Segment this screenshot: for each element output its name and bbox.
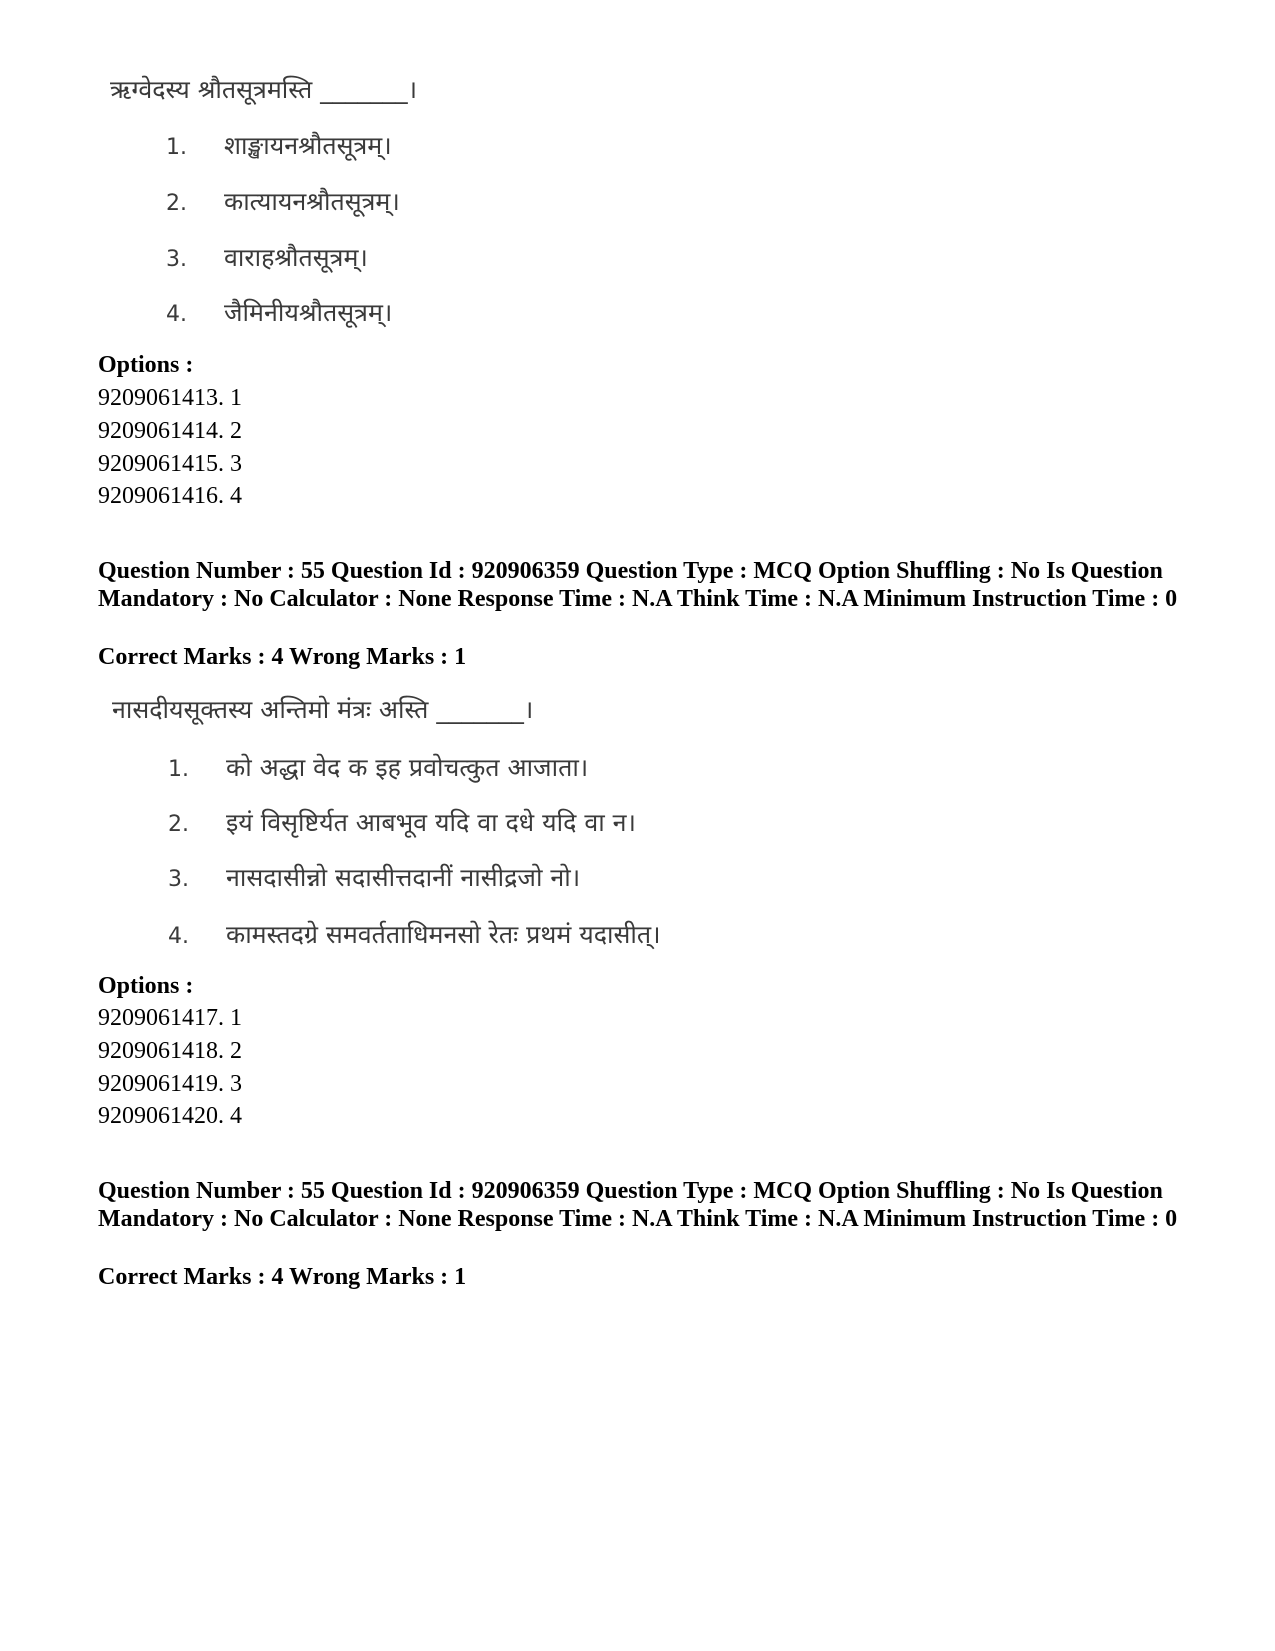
question-1-choice-3 — [166, 240, 368, 274]
choice-text: कात्यायनश्रौतसूत्रम्। — [224, 187, 400, 216]
question-1-option-1: 9209061413. 1 — [98, 385, 242, 411]
choice-number: 3. — [168, 867, 189, 892]
choice-text: शाङ्खायनश्रौतसूत्रम्। — [224, 131, 392, 160]
question-1-stem: ऋग्वेदस्य श्रौतसूत्रमस्ति _______। — [110, 75, 418, 104]
question-2-options-heading: Options : — [98, 973, 194, 999]
question-1-option-2: 9209061414. 2 — [98, 418, 242, 444]
question-1-choice-2 — [166, 184, 400, 218]
question-2-choice-4 — [168, 917, 661, 951]
choice-text: नासदासीन्नो सदासीत्तदानीं नासीद्रजो नो। — [226, 863, 581, 892]
choice-text: कामस्तदग्रे समवर्तताधिमनसो रेतः प्रथमं यदासीत्। — [226, 920, 661, 949]
question-2-option-2: 9209061418. 2 — [98, 1038, 242, 1064]
question-2-marks: Correct Marks : 4 Wrong Marks : 1 — [98, 644, 467, 670]
question-2-stem: नासदीयसूक्तस्य अन्तिमो मंत्रः अस्ति _______। — [112, 695, 534, 724]
question-2-option-4: 9209061420. 4 — [98, 1103, 242, 1129]
choice-text: वाराहश्रौतसूत्रम्। — [224, 243, 368, 272]
question-1-option-3: 9209061415. 3 — [98, 451, 242, 477]
question-1-choice-1 — [166, 128, 392, 162]
question-2-choice-3 — [168, 860, 580, 894]
question-2-meta: Question Number : 55 Question Id : 920906359 Question Type : MCQ Option Shuffling : No Is Question Mandatory : No Calculator : None Response Time : N.A Think Time : N.A Minimum Instruction Time : 0 — [98, 558, 1178, 612]
choice-number: 2. — [166, 191, 187, 216]
choice-text: इयं विसृष्टिर्यत आबभूव यदि वा दधे यदि वा न। — [226, 808, 637, 837]
question-1-options-heading: Options : — [98, 352, 194, 378]
question-2-choice-2 — [168, 805, 636, 839]
question-1-option-4: 9209061416. 4 — [98, 483, 242, 509]
choice-number: 1. — [166, 135, 187, 160]
choice-number: 3. — [166, 247, 187, 272]
question-2-option-3: 9209061419. 3 — [98, 1071, 242, 1097]
question-3-meta: Question Number : 55 Question Id : 920906359 Question Type : MCQ Option Shuffling : No Is Question Mandatory : No Calculator : None Response Time : N.A Think Time : N.A Minimum Instruction Time : 0 — [98, 1178, 1178, 1232]
choice-number: 1. — [168, 757, 189, 782]
choice-number: 4. — [168, 924, 189, 949]
question-3-marks: Correct Marks : 4 Wrong Marks : 1 — [98, 1264, 467, 1290]
choice-text: जैमिनीयश्रौतसूत्रम्। — [224, 298, 393, 327]
choice-number: 4. — [166, 302, 187, 327]
question-2-option-1: 9209061417. 1 — [98, 1005, 242, 1031]
choice-text: को अद्धा वेद क इह प्रवोचत्कुत आजाता। — [226, 753, 589, 782]
question-2-choice-1 — [168, 750, 588, 784]
choice-number: 2. — [168, 812, 189, 837]
question-1-choice-4 — [166, 295, 392, 329]
